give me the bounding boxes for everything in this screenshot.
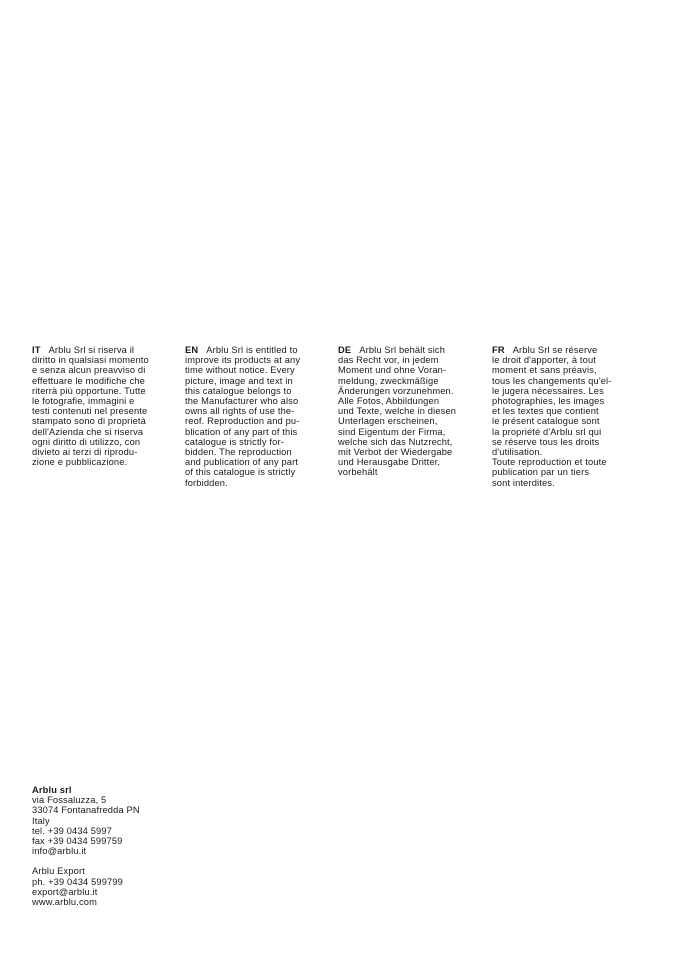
fax: fax +39 0434 599759 bbox=[32, 836, 123, 847]
disclaimer-german bbox=[338, 345, 484, 478]
email-link[interactable]: info@arblu.it bbox=[32, 846, 87, 857]
export-email-link[interactable]: export@arblu.it bbox=[32, 886, 98, 897]
company-name: Arblu srl bbox=[32, 785, 72, 795]
disclaimer-text-de: Arblu Srl behält sich das Recht vor, in jedem Moment und ohne Voran- meldung, zweckmäßige Änderungen vorzunehmen. Alle Fotos, Abbildungen und Texte, welche in diesen Unterlagen erscheinen, sind Eigentum der Firma, welche sich das Nutzrecht, mit Verbot der Wiedergabe und Herausgabe Dritter, vorbehält bbox=[338, 345, 457, 478]
language-code-it: IT bbox=[32, 345, 41, 355]
telephone: tel. +39 0434 5997 bbox=[32, 825, 112, 836]
country: Italy bbox=[32, 815, 50, 826]
street-address: via Fossaluzza, 5 bbox=[32, 795, 107, 806]
disclaimer-french bbox=[492, 345, 638, 488]
disclaimer-italian bbox=[32, 345, 178, 467]
disclaimer-text-it: Arblu Srl si riserva il diritto in qualsiasi momento e senza alcun preavviso di effettuare le modifiche che riterrà più opportune. Tutte le fotografie, immagini e testi contenuti nel presente stampato sono di proprietà dell'Azienda che si riserva ogni diritto di utilizzo, con divieto ai terzi di riprodu- zione e pubblicazione. bbox=[32, 345, 149, 468]
website-link[interactable]: www.arblu.com bbox=[32, 897, 97, 908]
language-code-de: DE bbox=[338, 345, 352, 355]
disclaimer-text-fr: Arblu Srl se réserve le droit d'apporter, à tout moment et sans préavis, tous les changements qu'el- le jugera nécessaires. Les photographies, les images et les textes que contient le présent catalogue sont la propriété d'Arblu srl qui se réserve tous les droits d'utilisation. Toute reproduction et toute publication par un tiers sont interdites. bbox=[492, 345, 612, 488]
company-address bbox=[32, 785, 232, 907]
city-address: 33074 Fontanafredda PN bbox=[32, 805, 140, 816]
language-code-en: EN bbox=[185, 345, 199, 355]
export-phone: ph. +39 0434 599799 bbox=[32, 876, 123, 887]
disclaimer-english bbox=[185, 345, 331, 488]
disclaimer-text-en: Arblu Srl is entitled to improve its products at any time without notice. Every picture, image and text in this catalogue belongs to the Manufacturer who also owns all rights of use the- reof. Reproduction and pu- blication of any part of this catalogue is strictly for- bidden. The reproduction and publication of any part of this catalogue is strictly forbidden. bbox=[185, 345, 301, 488]
language-code-fr: FR bbox=[492, 345, 505, 355]
export-title: Arblu Export bbox=[32, 866, 85, 877]
spacer bbox=[32, 856, 232, 866]
